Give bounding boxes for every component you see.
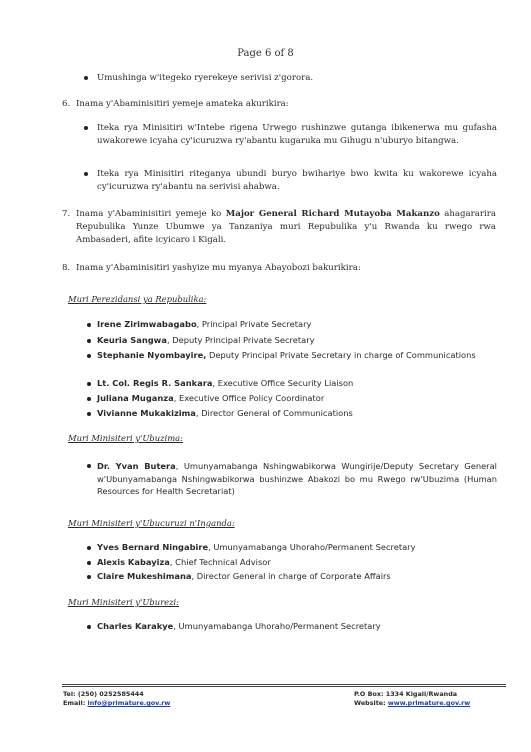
person-role: , Chief Technical Advisor: [169, 557, 271, 567]
person-role: Deputy Principal Private Secretary in charge of Communications: [206, 350, 476, 360]
section-heading: Muri Minisiteri y'Uburezi:: [68, 597, 180, 607]
item-text-post: ahagararira Repubulika Yunze Ubumwe ya Tanzaniya muri Repubulika y'u Rwanda ku rwego rwa Ambasaderi, afite icyicaro i Kigali.: [76, 209, 497, 245]
bullet-dot-icon: [87, 339, 91, 343]
ambassador-name: Major General Richard Mutayoba Makanzo: [225, 209, 440, 219]
item-number: 7.: [62, 209, 71, 219]
footer-email-label: Email:: [63, 699, 88, 707]
list-item: [97, 168, 497, 194]
numbered-item-6: [62, 98, 496, 111]
section-heading: Muri Minisiteri y'Ubucuruzi n'Inganda:: [68, 518, 235, 528]
footer-website-label: Website:: [354, 699, 388, 707]
footer-divider: [62, 684, 506, 685]
person-role: , Umunyamabanga Uhoraho/Permanent Secretary: [208, 542, 416, 552]
footer-website-line: [354, 699, 470, 708]
bullet-dot-icon: [87, 625, 91, 629]
person-name: Alexis Kabayiza: [97, 557, 170, 567]
person-name: Yves Bernard Ningabire: [97, 542, 209, 552]
bullet-dot-icon: [87, 354, 91, 358]
list-item: [97, 72, 497, 85]
list-item: [97, 122, 497, 148]
person-role: , Principal Private Secretary: [196, 319, 312, 329]
list-item-text: Iteka rya Minisitiri w'Intebe rigena Urwego rushinzwe gutanga ibikenerwa mu gufasha uwakorewe icyaha cy'icuruzwa ry'abantu kugaruka mu Gihugu n'uburyo bitangwa.: [97, 123, 497, 146]
bullet-dot-icon: [87, 464, 91, 468]
list-item: [97, 350, 497, 361]
list-item: [97, 319, 497, 330]
bullet-dot-icon: [87, 546, 91, 550]
item-text: Inama y'Abaminisitiri yemeje amateka akurikira:: [76, 99, 289, 109]
person-role: , Executive Office Security Liaison: [212, 378, 354, 388]
person-name: Vivianne Mukakizima: [97, 408, 196, 418]
numbered-item-7: [62, 208, 497, 247]
person-name: Stephanie Nyombayire,: [97, 350, 207, 360]
bullet-dot-icon: [87, 575, 91, 579]
item-text: Inama y'Abaminisitiri yashyize mu myanya Abayobozi bakurikira:: [76, 263, 361, 273]
numbered-item-8: [62, 262, 496, 275]
list-item: [97, 557, 497, 568]
person-role: , Director General of Communications: [195, 408, 353, 418]
list-item: [97, 621, 497, 632]
list-item-text: Iteka rya Minisitiri riteganya ubundi buryo bwihariye bwo kwita ku wakorewe icyaha cy'icuruzwa ry'abantu na serivisi ahabwa.: [97, 169, 497, 192]
bullet-dot-icon: [84, 172, 88, 176]
list-item: [97, 393, 497, 404]
person-role: , Director General in charge of Corporate Affairs: [191, 571, 391, 581]
footer-divider: [62, 686, 506, 687]
person-name: Keuria Sangwa: [97, 335, 167, 345]
person-name: Juliana Muganza: [97, 393, 174, 403]
list-item: [97, 335, 497, 346]
person-role: , Deputy Principal Private Secretary: [166, 335, 315, 345]
footer-contact-right: [354, 690, 470, 708]
list-item: [97, 542, 497, 553]
person-name: Claire Mukeshimana: [97, 571, 192, 581]
bullet-dot-icon: [84, 126, 88, 130]
section-heading: Muri Minisiteri y'Ubuzima:: [68, 433, 183, 443]
bullet-dot-icon: [87, 561, 91, 565]
footer-email-link[interactable]: info@primature.gov.rw: [87, 699, 171, 707]
person-name: Lt. Col. Regis R. Sankara: [97, 378, 213, 388]
person-role: , Umunyamabanga Nshingwabikorwa Wungirije/Deputy Secretary General w'Ubunyamabanga Nshingwabikorwa bushinzwe Abakozi bo mu Rwego rw'Ubuzima (Human Resources for Health Secretariat): [97, 461, 497, 496]
bullet-dot-icon: [84, 76, 88, 80]
person-name: Irene Zirimwabagabo: [97, 319, 197, 329]
person-name: Charles Karakye: [97, 621, 174, 631]
list-item: [97, 571, 497, 582]
list-item: [97, 460, 497, 498]
item-number: 8.: [62, 263, 71, 273]
list-item: [97, 408, 497, 419]
footer-po-box: P.O Box: 1334 Kigali/Rwanda: [354, 690, 458, 698]
item-number: 6.: [62, 99, 71, 109]
bullet-dot-icon: [87, 397, 91, 401]
bullet-dot-icon: [87, 382, 91, 386]
list-item-text: Umushinga w'itegeko ryerekeye serivisi z'gorora.: [97, 73, 314, 83]
bullet-dot-icon: [87, 323, 91, 327]
section-heading: Muri Perezidansi ya Repubulika:: [68, 294, 207, 304]
footer-email-line: [63, 699, 170, 708]
bullet-dot-icon: [87, 412, 91, 416]
footer-website-link[interactable]: www.primature.gov.rw: [387, 699, 471, 707]
item-text-pre: Inama y'Abaminisitiri yemeje ko: [76, 209, 226, 219]
footer-contact-left: [63, 690, 170, 708]
person-name: Dr. Yvan Butera: [97, 461, 176, 471]
page-number: Page 6 of 8: [237, 48, 294, 59]
person-role: , Executive Office Policy Coordinator: [173, 393, 325, 403]
person-role: , Umunyamabanga Uhoraho/Permanent Secretary: [173, 621, 381, 631]
footer-tel: Tel: (250) 0252585444: [63, 690, 144, 698]
list-item: [97, 378, 497, 389]
